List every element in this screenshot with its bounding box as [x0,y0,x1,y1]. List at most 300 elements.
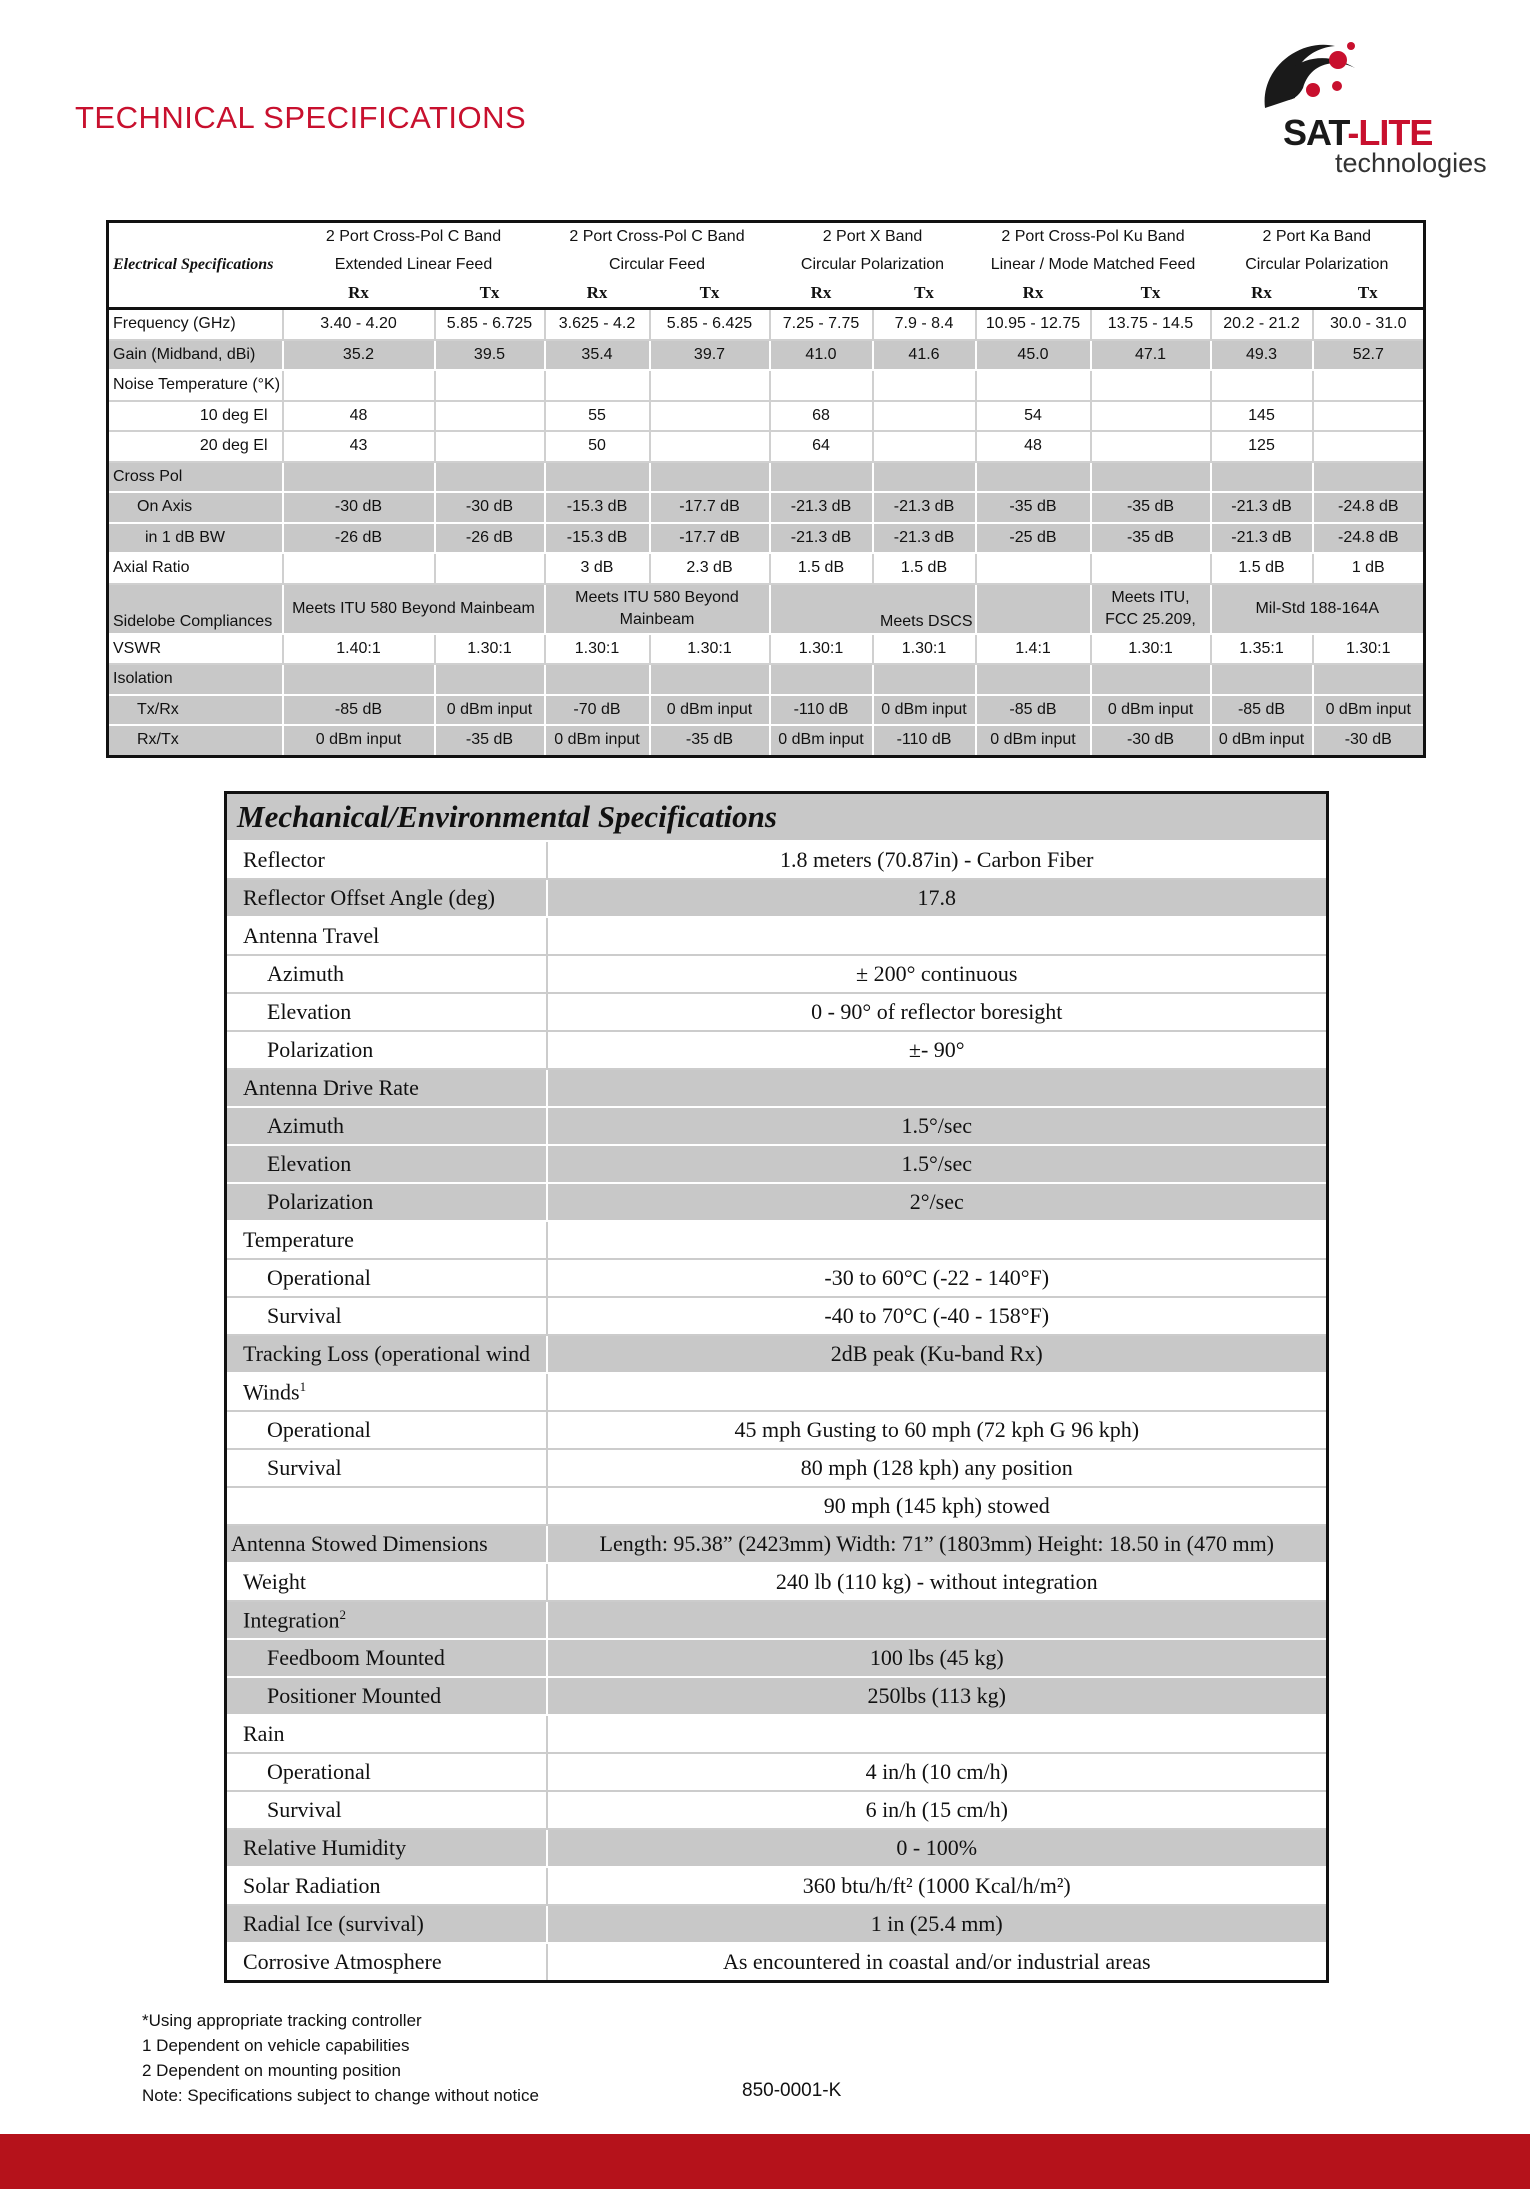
spec-label-text: Reflector [243,847,325,872]
table-cell [435,370,545,401]
table-cell: Meets ITU 580 Beyond Mainbeam [283,584,545,634]
spec-value: Length: 95.38” (2423mm) Width: 71” (1803mm) Height: 18.50 in (470 mm) [547,1525,1328,1563]
spec-row [226,1335,1328,1373]
table-cell [1211,664,1313,695]
table-cell: 1.30:1 [435,634,545,665]
electrical-specifications-table [106,220,1426,758]
spec-row [226,1677,1328,1715]
spec-row [226,955,1328,993]
table-cell: 0 dBm input [770,725,873,756]
row-label: On Axis [108,492,283,523]
spec-label [226,993,547,1031]
table-cell: -15.3 dB [545,492,650,523]
footnote-ref: 2 [339,1606,347,1622]
spec-row [226,1411,1328,1449]
spec-label-text: Radial Ice (survival) [243,1911,424,1936]
spec-label-text: Polarization [267,1037,374,1062]
table-cell [770,664,873,695]
rx-header: Rx [1211,279,1313,309]
cross-pol-row [108,462,1425,493]
spec-label-text: Polarization [267,1189,374,1214]
table-cell [283,664,435,695]
table-cell: 45.0 [976,340,1091,371]
spec-label [226,1525,547,1563]
spec-label [226,917,547,955]
spec-label-text: Survival [267,1455,342,1480]
row-label: Noise Temperature (°K) [108,370,283,401]
table-cell: -25 dB [976,523,1091,554]
table-cell: 35.4 [545,340,650,371]
table-cell: 35.2 [283,340,435,371]
table-cell [283,462,435,493]
isolation-row [108,664,1425,695]
table-cell: 52.7 [1313,340,1425,371]
spec-value [547,1069,1328,1107]
table-cell: 41.0 [770,340,873,371]
spec-row [226,1791,1328,1829]
spec-row [226,1031,1328,1069]
spec-label-text: Azimuth [267,961,344,986]
table-cell: 49.3 [1211,340,1313,371]
spec-value: 250lbs (113 kg) [547,1677,1328,1715]
company-logo [1255,38,1485,183]
table-cell: -35 dB [976,492,1091,523]
mechanical-rows [226,841,1328,1982]
table-cell: -24.8 dB [1313,523,1425,554]
spec-value: As encountered in coastal and/or industrial areas [547,1943,1328,1982]
footnote-ref: 1 [299,1378,307,1394]
table-cell: -26 dB [435,523,545,554]
table-cell: 1.35:1 [1211,634,1313,665]
table-cell [1313,462,1425,493]
electrical-title: Electrical Specifications [108,222,283,309]
page-title: TECHNICAL SPECIFICATIONS [75,100,527,135]
spec-row [226,1069,1328,1107]
spec-label [226,1487,547,1525]
spec-label-text: Rain [243,1721,285,1746]
spec-value: 100 lbs (45 kg) [547,1639,1328,1677]
table-cell: -26 dB [283,523,435,554]
table-cell [283,553,435,584]
table-cell [435,401,545,432]
spec-label-text: Operational [267,1265,371,1290]
spec-label [226,1905,547,1943]
table-cell: -15.3 dB [545,523,650,554]
band-header-row [108,222,1425,252]
table-cell: 1.5 dB [873,553,976,584]
table-cell [1211,370,1313,401]
table-cell: 1 dB [1313,553,1425,584]
table-cell: -35 dB [650,725,770,756]
spec-label [226,1791,547,1829]
spec-row [226,1753,1328,1791]
table-cell: 1.5 dB [1211,553,1313,584]
spec-label [226,1715,547,1753]
spec-row [226,1639,1328,1677]
table-cell [545,462,650,493]
spec-label [226,1677,547,1715]
row-label: Rx/Tx [108,725,283,756]
table-cell: 3.40 - 4.20 [283,309,435,340]
spec-label-text: Relative Humidity [243,1835,407,1860]
spec-label-text: Feedboom Mounted [267,1645,445,1670]
table-cell: 7.9 - 8.4 [873,309,976,340]
rx-tx-row [108,725,1425,756]
table-cell: 3 dB [545,553,650,584]
table-cell: 1.30:1 [1313,634,1425,665]
spec-row [226,1259,1328,1297]
table-cell [435,462,545,493]
spec-label [226,1107,547,1145]
spec-label [226,1221,547,1259]
table-cell [650,431,770,462]
spec-label [226,1601,547,1639]
in-1db-bw-row [108,523,1425,554]
tx-header: Tx [873,279,976,309]
table-cell: 41.6 [873,340,976,371]
table-cell: -30 dB [283,492,435,523]
table-cell [976,462,1091,493]
mechanical-title-row [226,793,1328,842]
spec-label [226,1335,547,1373]
spec-label-text: Survival [267,1303,342,1328]
noise-20deg-row [108,431,1425,462]
logo-brand: SAT-LITE [1283,112,1433,153]
spec-row [226,1183,1328,1221]
table-cell: -85 dB [283,695,435,726]
spec-value: 45 mph Gusting to 60 mph (72 kph G 96 kph) [547,1411,1328,1449]
spec-label [226,1943,547,1982]
table-cell [1091,664,1211,695]
table-cell: 0 dBm input [976,725,1091,756]
tx-header: Tx [435,279,545,309]
spec-value: ±- 90° [547,1031,1328,1069]
table-cell [1313,401,1425,432]
electrical-rows [108,309,1425,757]
row-label: Isolation [108,664,283,695]
spec-value: 0 - 90° of reflector boresight [547,993,1328,1031]
row-label: Gain (Midband, dBi) [108,340,283,371]
mechanical-specifications-table [224,791,1329,1983]
table-cell [770,370,873,401]
table-cell: 30.0 - 31.0 [1313,309,1425,340]
table-cell: 0 dBm input [283,725,435,756]
document-number: 850-0001-K [742,2080,842,2101]
table-cell: -21.3 dB [1211,523,1313,554]
table-cell [1313,664,1425,695]
rx-header: Rx [770,279,873,309]
spec-row [226,1449,1328,1487]
row-label: Frequency (GHz) [108,309,283,340]
table-cell: 1.5 dB [770,553,873,584]
band-x-line2: Circular Polarization [770,251,976,279]
spec-label [226,1259,547,1297]
row-label: 10 deg El [108,401,283,432]
spec-label-text: Elevation [267,1151,352,1176]
spec-value [547,1373,1328,1411]
table-cell: -21.3 dB [770,492,873,523]
axial-ratio-row [108,553,1425,584]
spec-value: -40 to 70°C (-40 - 158°F) [547,1297,1328,1335]
spec-row [226,917,1328,955]
table-cell [1313,370,1425,401]
table-cell: 1.30:1 [650,634,770,665]
noise-10deg-row [108,401,1425,432]
spec-label [226,1145,547,1183]
spec-row [226,1525,1328,1563]
band-c-circ-line1: 2 Port Cross-Pol C Band [545,222,770,252]
table-cell [873,462,976,493]
table-cell: -35 dB [1091,523,1211,554]
spec-row [226,1829,1328,1867]
table-cell [770,462,873,493]
rx-tx-header-row [108,279,1425,309]
spec-row [226,1373,1328,1411]
table-cell: 54 [976,401,1091,432]
spec-row [226,1107,1328,1145]
spec-label-text: Antenna Travel [243,923,380,948]
band-ka-line2: Circular Polarization [1211,251,1425,279]
table-cell [650,401,770,432]
table-cell [976,584,1091,634]
table-cell: -30 dB [1091,725,1211,756]
band-x-line1: 2 Port X Band [770,222,976,252]
table-cell: 0 dBm input [1091,695,1211,726]
rx-header: Rx [283,279,435,309]
spec-label-text: Reflector Offset Angle (deg) [243,885,495,910]
table-cell: Mil-Std 188-164A [1211,584,1425,634]
table-cell: 3.625 - 4.2 [545,309,650,340]
spec-label [226,1867,547,1905]
spec-row [226,1297,1328,1335]
table-cell: 50 [545,431,650,462]
spec-row [226,1145,1328,1183]
row-label: 20 deg El [108,431,283,462]
spec-label [226,1297,547,1335]
spec-label-text: Antenna Stowed Dimensions [231,1531,488,1556]
band-c-circ-line2: Circular Feed [545,251,770,279]
table-cell [283,370,435,401]
table-cell: 20.2 - 21.2 [1211,309,1313,340]
spec-value: ± 200° continuous [547,955,1328,993]
table-cell: 0 dBm input [435,695,545,726]
tx-header: Tx [1091,279,1211,309]
table-cell: 48 [283,401,435,432]
row-label: in 1 dB BW [108,523,283,554]
rx-header: Rx [976,279,1091,309]
table-cell: 64 [770,431,873,462]
spec-value: 0 - 100% [547,1829,1328,1867]
mechanical-title: Mechanical/Environmental Specifications [226,793,1328,842]
table-cell: 0 dBm input [1211,725,1313,756]
table-cell [976,370,1091,401]
spec-label [226,1829,547,1867]
table-cell: 145 [1211,401,1313,432]
spec-label [226,1183,547,1221]
table-cell: 13.75 - 14.5 [1091,309,1211,340]
spec-row [226,1563,1328,1601]
table-cell [873,370,976,401]
table-cell: 10.95 - 12.75 [976,309,1091,340]
spec-label [226,1373,547,1411]
table-cell: Meets ITU 580 Beyond Mainbeam [545,584,770,634]
table-cell [545,664,650,695]
spec-row [226,879,1328,917]
table-cell [1091,401,1211,432]
spec-row [226,993,1328,1031]
table-cell: Meets ITU, FCC 25.209, [1091,584,1211,634]
table-cell: 2.3 dB [650,553,770,584]
spec-label [226,1639,547,1677]
spec-label-text: Positioner Mounted [267,1683,442,1708]
vswr-row [108,634,1425,665]
gain-row [108,340,1425,371]
spec-value [547,917,1328,955]
table-cell: 43 [283,431,435,462]
spec-label [226,1411,547,1449]
footnote: 2 Dependent on mounting position [142,2061,401,2080]
spec-value: 17.8 [547,879,1328,917]
rx-header: Rx [545,279,650,309]
band-c-ext-line2: Extended Linear Feed [283,251,545,279]
table-cell: 1.30:1 [1091,634,1211,665]
spec-row [226,1905,1328,1943]
table-cell [1313,431,1425,462]
table-cell: -17.7 dB [650,523,770,554]
footnote: Note: Specifications subject to change without notice [142,2086,539,2105]
table-cell: Meets DSCS [770,584,976,634]
spec-label-text: Corrosive Atmosphere [243,1949,442,1974]
on-axis-row [108,492,1425,523]
table-cell [545,370,650,401]
table-cell: 0 dBm input [650,695,770,726]
table-cell: 39.7 [650,340,770,371]
spec-label-text: Operational [267,1417,371,1442]
spec-label [226,1031,547,1069]
footer-bar [0,2134,1530,2189]
table-cell: 1.40:1 [283,634,435,665]
table-cell [1091,462,1211,493]
spec-value: 80 mph (128 kph) any position [547,1449,1328,1487]
table-cell [976,664,1091,695]
spec-label [226,955,547,993]
spec-value: -30 to 60°C (-22 - 140°F) [547,1259,1328,1297]
spec-row [226,1221,1328,1259]
spec-label [226,1449,547,1487]
spec-value [547,1715,1328,1753]
footnotes [142,2008,539,2108]
spec-value: 240 lb (110 kg) - without integration [547,1563,1328,1601]
tx-rx-row [108,695,1425,726]
spec-label [226,879,547,917]
table-cell: 5.85 - 6.725 [435,309,545,340]
table-cell: 39.5 [435,340,545,371]
table-cell [650,370,770,401]
table-cell: -110 dB [873,725,976,756]
table-cell [650,664,770,695]
spec-value [547,1601,1328,1639]
spec-label-text: Azimuth [267,1113,344,1138]
spec-row [226,841,1328,879]
spec-value: 1 in (25.4 mm) [547,1905,1328,1943]
spec-value: 1.8 meters (70.87in) - Carbon Fiber [547,841,1328,879]
table-cell: -24.8 dB [1313,492,1425,523]
spec-value: 1.5°/sec [547,1145,1328,1183]
table-cell [435,664,545,695]
spec-row [226,1601,1328,1639]
band-c-ext-line1: 2 Port Cross-Pol C Band [283,222,545,252]
row-label: Axial Ratio [108,553,283,584]
spec-label-text: Temperature [243,1227,354,1252]
table-cell: 1.30:1 [770,634,873,665]
frequency-row [108,309,1425,340]
table-cell [976,553,1091,584]
table-cell: -85 dB [976,695,1091,726]
table-cell [1091,553,1211,584]
band-ku-line2: Linear / Mode Matched Feed [976,251,1211,279]
spec-value: 360 btu/h/ft² (1000 Kcal/h/m²) [547,1867,1328,1905]
table-cell [873,431,976,462]
spec-label-text: Elevation [267,999,352,1024]
footnote: 1 Dependent on vehicle capabilities [142,2036,410,2055]
band-ka-line1: 2 Port Ka Band [1211,222,1425,252]
spec-label-text: Solar Radiation [243,1873,381,1898]
table-cell [1211,462,1313,493]
band-ku-line1: 2 Port Cross-Pol Ku Band [976,222,1211,252]
table-cell: 125 [1211,431,1313,462]
table-cell: -21.3 dB [873,492,976,523]
table-cell [873,401,976,432]
spec-value: 1.5°/sec [547,1107,1328,1145]
table-cell: -85 dB [1211,695,1313,726]
sidelobe-row [108,584,1425,634]
noise-temp-row [108,370,1425,401]
table-cell: 55 [545,401,650,432]
spec-label-text: Weight [243,1569,306,1594]
table-cell [650,462,770,493]
spec-value: 2dB peak (Ku-band Rx) [547,1335,1328,1373]
table-cell: -70 dB [545,695,650,726]
table-cell: -30 dB [435,492,545,523]
table-cell: 0 dBm input [873,695,976,726]
spec-value: 6 in/h (15 cm/h) [547,1791,1328,1829]
table-cell: -35 dB [435,725,545,756]
tx-header: Tx [1313,279,1425,309]
row-label: Tx/Rx [108,695,283,726]
table-cell: 1.30:1 [873,634,976,665]
row-label: VSWR [108,634,283,665]
spec-value: 2°/sec [547,1183,1328,1221]
spec-label [226,1753,547,1791]
table-cell: 0 dBm input [545,725,650,756]
spec-row [226,1943,1328,1982]
tx-header: Tx [650,279,770,309]
row-label: Sidelobe Compliances [108,584,283,634]
spec-value [547,1221,1328,1259]
table-cell: -30 dB [1313,725,1425,756]
table-cell: 48 [976,431,1091,462]
spec-label-text: Survival [267,1797,342,1822]
spec-row [226,1487,1328,1525]
table-cell: -21.3 dB [873,523,976,554]
table-cell [1091,370,1211,401]
table-cell [1091,431,1211,462]
spec-label-text: Integration [243,1607,340,1633]
spec-label [226,1069,547,1107]
band-subheader-row [108,251,1425,279]
table-cell: 68 [770,401,873,432]
spec-label-text: Winds [243,1379,300,1405]
